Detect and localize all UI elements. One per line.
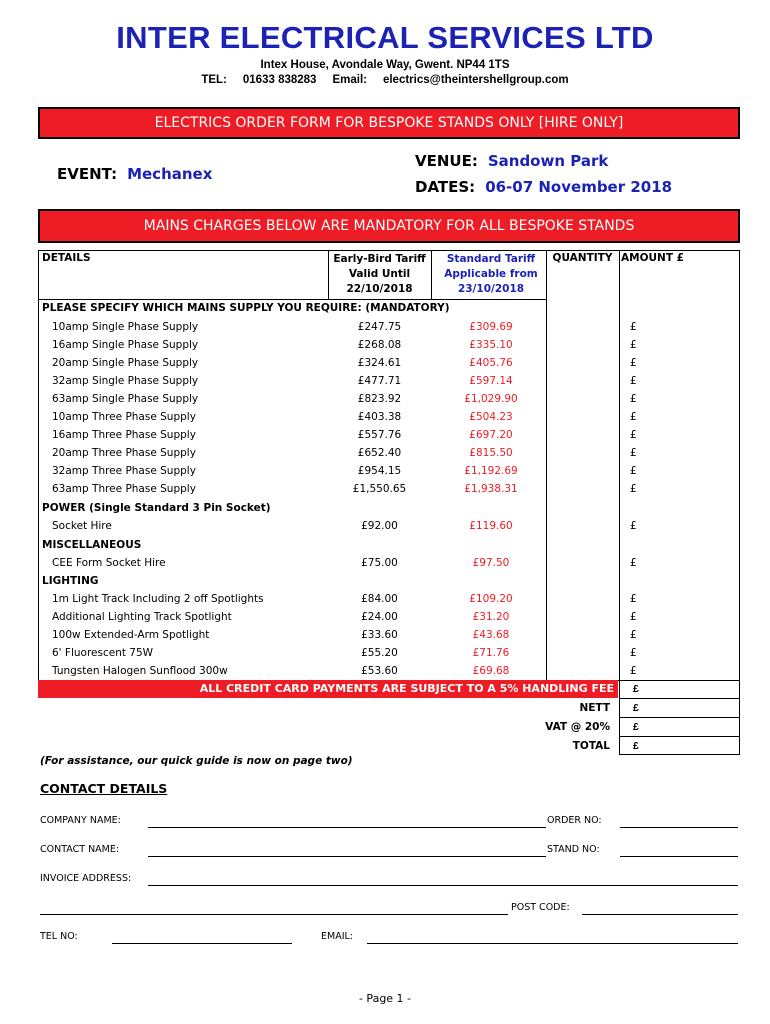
table-row: Socket Hire £92.00 £119.60 £ [52,520,637,532]
col-header-standard: Standard Tariff Applicable from 23/10/2018 [444,253,538,295]
col-header-early-bird: Early-Bird Tariff Valid Until 22/10/2018 [333,253,426,295]
table-row: 32amp Three Phase Supply £954.15 £1,192.69 £ [52,465,637,477]
dates-info [415,178,672,196]
dates-value: 06-07 November 2018 [485,178,673,196]
table-row: 10amp Single Phase Supply £247.75 £309.69 £ [52,321,637,333]
email-field-label: EMAIL: [321,931,353,942]
post-code-label: POST CODE: [511,902,570,913]
email-address: electrics@theintershellgroup.com [382,74,569,86]
event-info [57,165,212,183]
invoice-address-field-line2[interactable] [40,914,508,915]
company-contact-line [0,74,770,86]
tel-no-label: TEL NO: [40,931,78,942]
contact-details-title: CONTACT DETAILS [40,781,168,796]
event-value: Mechanex [127,165,213,183]
table-row: 63amp Single Phase Supply £823.92 £1,029.90 £ [52,393,637,405]
credit-card-fee-amount: £ [633,683,639,695]
order-no-label: ORDER NO: [547,815,602,826]
table-row: 32amp Single Phase Supply £477.71 £597.14 £ [52,375,637,387]
credit-card-fee-banner: ALL CREDIT CARD PAYMENTS ARE SUBJECT TO A 5% HANDLING FEE [38,680,618,698]
table-row: 63amp Three Phase Supply £1,550.65 £1,938.31 £ [52,483,637,495]
table-row: 100w Extended-Arm Spotlight £33.60 £43.68 £ [52,629,637,641]
section-title-mains: PLEASE SPECIFY WHICH MAINS SUPPLY YOU REQUIRE: (MANDATORY) [42,302,450,314]
email-field[interactable] [367,943,738,944]
table-row: 20amp Three Phase Supply £652.40 £815.50 £ [52,447,637,459]
company-address: Intex House, Avondale Way, Gwent. NP44 1TS [260,59,510,71]
col-header-amount: AMOUNT £ [621,252,684,264]
table-row: 16amp Single Phase Supply £268.08 £335.10 £ [52,339,637,351]
total-amount: £ [633,740,639,752]
table-row: Tungsten Halogen Sunflood 300w £53.60 £69.68 £ [52,665,637,677]
table-row: 1m Light Track Including 2 off Spotlights £84.00 £109.20 £ [52,593,637,605]
venue-label: VENUE: [415,152,478,170]
total-label: TOTAL [572,740,610,752]
tel-label: TEL: [201,74,227,86]
dates-label: DATES: [415,178,476,196]
mains-mandatory-banner: MAINS CHARGES BELOW ARE MANDATORY FOR ALL BESPOKE STANDS [38,209,740,243]
nett-amount: £ [633,702,639,714]
tel-no-field[interactable] [112,943,292,944]
table-row: CEE Form Socket Hire £75.00 £97.50 £ [52,557,637,569]
tel-number: 01633 838283 [242,74,317,86]
venue-info [415,152,608,170]
form-title-banner: ELECTRICS ORDER FORM FOR BESPOKE STANDS ONLY [HIRE ONLY] [38,107,740,139]
section-title-power: POWER (Single Standard 3 Pin Socket) [42,502,271,514]
table-row: 10amp Three Phase Supply £403.38 £504.23 £ [52,411,637,423]
invoice-address-field-line1[interactable] [148,885,738,886]
stand-no-label: STAND NO: [547,844,600,855]
post-code-field[interactable] [582,914,738,915]
nett-label: NETT [579,702,610,714]
company-name: INTER ELECTRICAL SERVICES LTD [116,20,654,55]
contact-name-field[interactable] [148,856,546,857]
table-row: 20amp Single Phase Supply £324.61 £405.76 £ [52,357,637,369]
venue-value: Sandown Park [487,152,609,170]
section-title-lighting: LIGHTING [42,575,99,587]
col-header-details: DETAILS [42,252,91,264]
stand-no-field[interactable] [620,856,738,857]
table-row: Additional Lighting Track Spotlight £24.00 £31.20 £ [52,611,637,623]
table-row: 6' Fluorescent 75W £55.20 £71.76 £ [52,647,637,659]
table-row: 16amp Three Phase Supply £557.76 £697.20 £ [52,429,637,441]
company-name-field[interactable] [148,827,546,828]
page-number: - Page 1 - [358,992,412,1005]
company-name-label: COMPANY NAME: [40,815,121,826]
section-title-miscellaneous: MISCELLANEOUS [42,539,142,551]
col-header-quantity: QUANTITY [552,252,613,264]
vat-amount: £ [633,721,639,733]
invoice-address-label: INVOICE ADDRESS: [40,873,132,884]
assistance-note: (For assistance, our quick guide is now on page two) [40,755,353,767]
event-label: EVENT: [57,165,118,183]
vat-label: VAT @ 20% [545,721,610,733]
order-no-field[interactable] [620,827,738,828]
contact-name-label: CONTACT NAME: [40,844,120,855]
email-label: Email: [332,74,367,86]
